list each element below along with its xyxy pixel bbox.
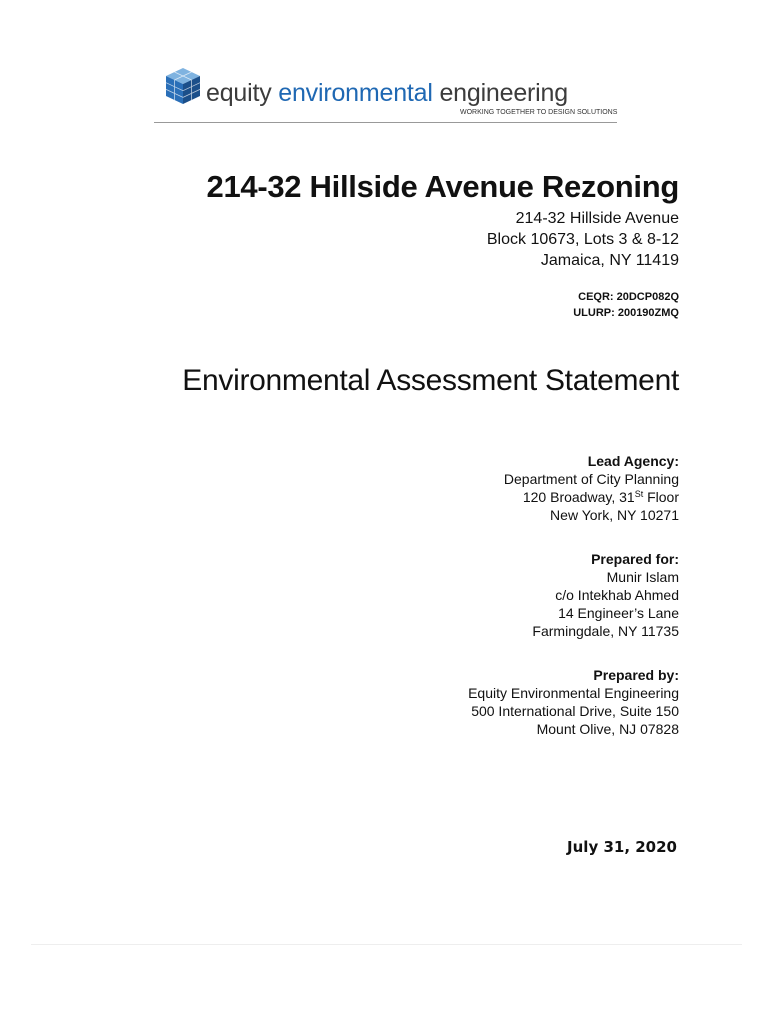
prepared-for-heading: Prepared for: [591, 551, 679, 567]
company-name-word-environmental: environmental [278, 79, 433, 107]
prepared-by-line: Equity Environmental Engineering [468, 685, 679, 701]
lead-agency-floor-text: Floor [643, 489, 679, 505]
prepared-for-block [532, 550, 679, 640]
lead-agency-street [504, 488, 679, 506]
ceqr-number: CEQR: 20DCP082Q [578, 291, 679, 303]
footer-divider [31, 944, 742, 945]
prepared-by-heading: Prepared by: [593, 667, 679, 683]
prepared-for-line: Farmingdale, NY 11735 [532, 623, 679, 639]
document-date: July 31, 2020 [567, 838, 677, 856]
company-name [206, 78, 568, 108]
prepared-for-line: 14 Engineer’s Lane [558, 605, 679, 621]
site-address-line: Jamaica, NY 11419 [540, 252, 679, 269]
prepared-by-block [468, 666, 679, 738]
lead-agency-street-text: 120 Broadway, 31 [522, 489, 635, 505]
site-address-line: 214-32 Hillside Avenue [515, 210, 679, 227]
prepared-by-line: Mount Olive, NJ 07828 [536, 721, 679, 737]
document-title: 214-32 Hillside Avenue Rezoning [206, 169, 679, 204]
prepared-for-line: Munir Islam [606, 569, 679, 585]
site-address [487, 208, 679, 271]
company-name-word-engineering: engineering [439, 79, 568, 107]
header-divider [154, 122, 617, 123]
company-tagline: WORKING TOGETHER TO DESIGN SOLUTIONS [460, 109, 618, 116]
prepared-for-line: c/o Intekhab Ahmed [555, 587, 679, 603]
ulurp-number: ULURP: 200190ZMQ [573, 307, 679, 319]
reference-codes [573, 289, 679, 321]
lead-agency-block [504, 452, 679, 524]
company-name-word-equity: equity [206, 79, 272, 107]
site-address-line: Block 10673, Lots 3 & 8-12 [486, 231, 679, 248]
lead-agency-name: Department of City Planning [503, 471, 679, 487]
document-type-heading: Environmental Assessment Statement [182, 364, 679, 397]
lead-agency-heading: Lead Agency: [587, 453, 679, 469]
lead-agency-city: New York, NY 10271 [550, 507, 679, 523]
ordinal-suffix: St [634, 489, 644, 499]
prepared-by-line: 500 International Drive, Suite 150 [471, 703, 679, 719]
company-logo-icon [162, 66, 204, 106]
